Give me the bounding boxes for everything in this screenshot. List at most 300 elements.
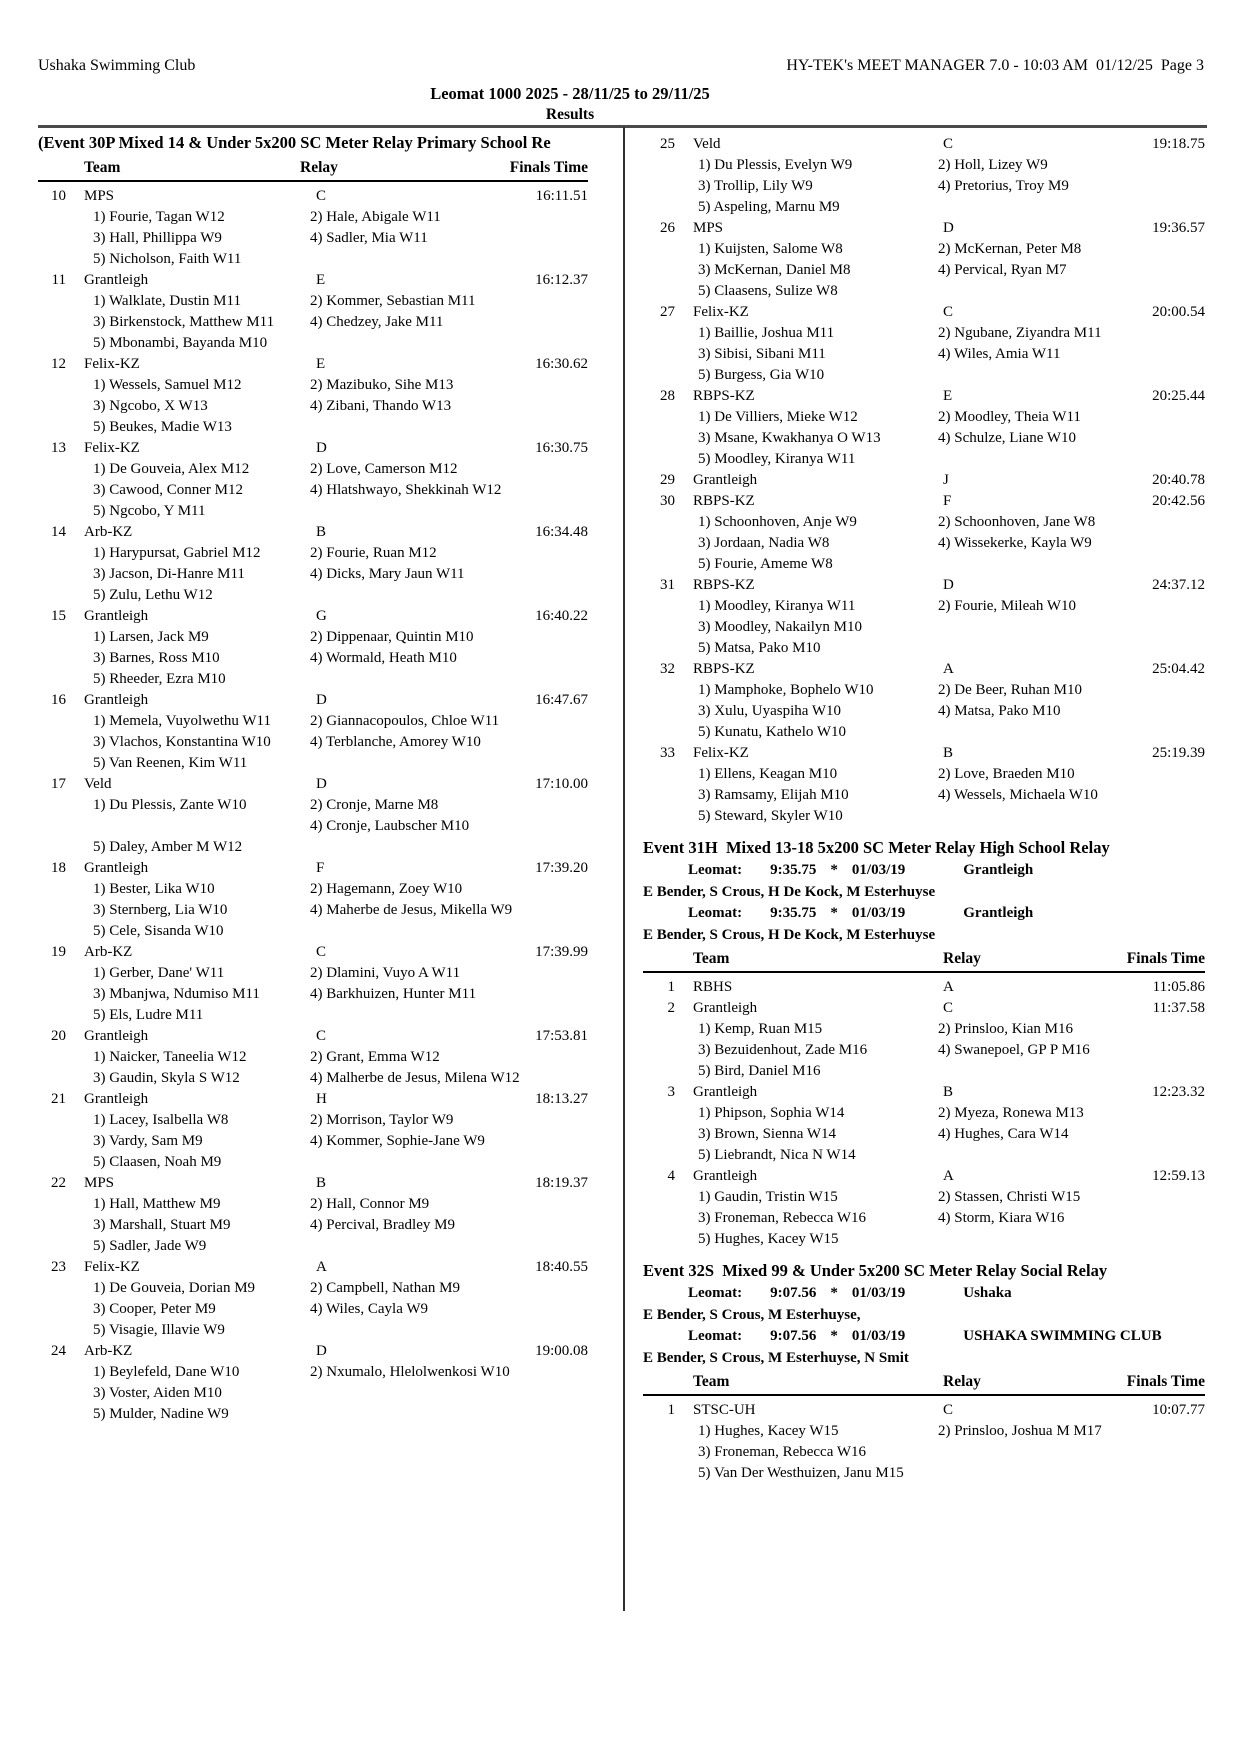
swimmer-row: [38, 1047, 588, 1068]
swimmer-name: [310, 1320, 588, 1341]
swimmer-row: [643, 176, 1205, 197]
entry-team: Grantleigh: [693, 1168, 758, 1184]
entry-team: RBPS-KZ: [693, 493, 755, 509]
results-heading: Results: [545, 106, 595, 123]
swimmer-name: 2) Grant, Emma W12: [310, 1049, 440, 1065]
entry-relay: G: [316, 608, 327, 624]
swimmer-row: [38, 459, 588, 480]
swimmer-name: 2) McKernan, Peter M8: [938, 241, 1082, 257]
swimmer-name: 2) Fourie, Mileah W10: [938, 598, 1077, 614]
swimmer-row: [38, 711, 588, 732]
table-header-rule: [643, 971, 1205, 973]
finals-time-header: Finals Time: [509, 159, 588, 176]
entry-rank: 28: [660, 388, 675, 404]
swimmer-name: 5) Van Der Westhuizen, Janu M15: [698, 1465, 904, 1481]
entry-rank: 30: [660, 493, 675, 509]
swimmer-name: 1) Gaudin, Tristin W15: [698, 1189, 838, 1205]
swimmer-name: 5) Daley, Amber M W12: [93, 839, 243, 855]
swimmer-name: 3) Marshall, Stuart M9: [93, 1217, 231, 1233]
entry-relay: B: [316, 1175, 327, 1191]
entry-time: 19:36.57: [1152, 220, 1205, 236]
swimmer-name: 5) Moodley, Kiranya W11: [698, 451, 856, 467]
result-entry: [643, 470, 1205, 491]
swimmer-name: 5) Burgess, Gia W10: [698, 367, 825, 383]
swimmer-name: 3) Barnes, Ross M10: [93, 650, 220, 666]
swimmer-name: [310, 1005, 588, 1026]
swimmer-row: [38, 396, 588, 417]
swimmer-name: 2) Stassen, Christi W15: [938, 1189, 1081, 1205]
record-time: 9:07.56: [770, 1285, 817, 1301]
entry-time: 16:30.75: [535, 440, 588, 456]
swimmer-name: [938, 1442, 1205, 1463]
swimmer-row: [643, 1421, 1205, 1442]
swimmer-row: [643, 554, 1205, 575]
swimmer-row: [38, 753, 588, 774]
swimmer-name: 2) De Beer, Ruhan M10: [938, 682, 1082, 698]
swimmer-name: 3) Sternberg, Lia W10: [93, 902, 228, 918]
swimmer-name: 2) Mazibuko, Sihe M13: [310, 377, 454, 393]
entry-main-row: [38, 186, 588, 207]
rank-header: [643, 948, 675, 970]
swimmer-row: [643, 281, 1205, 302]
swimmer-row: [643, 512, 1205, 533]
swimmer-name: 1) Lacey, Isalbella W8: [93, 1112, 229, 1128]
record-flag: *: [830, 905, 838, 921]
swimmer-row: [643, 260, 1205, 281]
swimmer-name: 4) Terblanche, Amorey W10: [310, 734, 481, 750]
entry-team: Grantleigh: [84, 608, 149, 624]
swimmer-name: 3) McKernan, Daniel M8: [698, 262, 851, 278]
entry-team: Arb-KZ: [84, 1343, 133, 1359]
entry-team: Grantleigh: [84, 1028, 149, 1044]
entry-team: MPS: [84, 1175, 115, 1191]
swimmer-name: 5) Ngcobo, Y M11: [93, 503, 206, 519]
left-column: [38, 131, 588, 1425]
swimmer-name: 1) Du Plessis, Evelyn W9: [698, 157, 853, 173]
swimmer-name: 3) Vardy, Sam M9: [93, 1133, 203, 1149]
swimmer-name: 1) Bester, Lika W10: [93, 881, 215, 897]
swimmer-row: [643, 407, 1205, 428]
swimmer-name: 1) Beylefeld, Dane W10: [93, 1364, 240, 1380]
swimmer-row: [643, 323, 1205, 344]
swimmer-row: [643, 596, 1205, 617]
entry-relay: C: [316, 944, 327, 960]
swimmer-row: [38, 732, 588, 753]
entry-main-row: [38, 1026, 588, 1047]
swimmer-row: [38, 963, 588, 984]
entry-main-row: [38, 1341, 588, 1362]
swimmer-row: [643, 701, 1205, 722]
swimmer-name: 5) Mulder, Nadine W9: [93, 1406, 229, 1422]
entry-main-row: [38, 1173, 588, 1194]
swimmer-name: 3) Trollip, Lily W9: [698, 178, 813, 194]
swimmer-row: [38, 1068, 588, 1089]
swimmer-row: [643, 197, 1205, 218]
entry-team: RBHS: [693, 979, 733, 995]
swimmer-row: [38, 585, 588, 606]
entry-time: 18:13.27: [535, 1091, 588, 1107]
swimmer-name: 5) Aspeling, Marnu M9: [698, 199, 840, 215]
entry-main-row: [643, 302, 1205, 323]
entry-team: Arb-KZ: [84, 524, 133, 540]
swimmer-name: 3) Gaudin, Skyla S W12: [93, 1070, 240, 1086]
swimmer-name: 2) Giannacopoulos, Chloe W11: [310, 713, 500, 729]
event-32s-title: Event 32S Mixed 99 & Under 5x200 SC Meter Relay Social Relay: [643, 1261, 1108, 1280]
event-30p-title: (Event 30P Mixed 14 & Under 5x200 SC Meter Relay Primary School Re: [38, 133, 551, 152]
swimmer-name: 2) Love, Camerson M12: [310, 461, 458, 477]
entry-time: 12:59.13: [1152, 1168, 1205, 1184]
swimmer-name: 4) Schulze, Liane W10: [938, 430, 1077, 446]
swimmer-name: 4) Wiles, Cayla W9: [310, 1301, 428, 1317]
swimmer-row: [643, 344, 1205, 365]
entry-rank: 2: [667, 1000, 675, 1016]
result-entry: [38, 354, 588, 438]
entry-relay: D: [943, 577, 954, 593]
swimmer-row: [38, 249, 588, 270]
entry-relay: D: [316, 440, 327, 456]
swimmer-name: 3) Sibisi, Sibani M11: [698, 346, 826, 362]
entry-main-row: [643, 1400, 1205, 1421]
swimmer-row: [38, 564, 588, 585]
entry-main-row: [38, 438, 588, 459]
swimmer-row: [643, 638, 1205, 659]
entry-team: Felix-KZ: [693, 304, 749, 320]
entry-rank: 32: [660, 661, 675, 677]
swimmer-row: [38, 984, 588, 1005]
swimmer-row: [38, 333, 588, 354]
entry-time: 16:47.67: [535, 692, 588, 708]
swimmer-name: 4) Sadler, Mia W11: [310, 230, 428, 246]
swimmer-row: [643, 806, 1205, 827]
result-entry: [38, 858, 588, 942]
result-entry: [643, 743, 1205, 827]
record-time: 9:35.75: [770, 862, 817, 878]
entry-time: 16:11.51: [535, 188, 588, 204]
swimmer-name: [938, 1229, 1205, 1250]
swimmer-name: 1) Wessels, Samuel M12: [93, 377, 242, 393]
swimmer-name: 2) Dippenaar, Quintin M10: [310, 629, 474, 645]
record-label: Leomat:: [688, 1285, 743, 1301]
swimmer-row: [38, 312, 588, 333]
swimmer-name: [310, 249, 588, 270]
result-entry: [38, 774, 588, 858]
entry-rank: 23: [51, 1259, 66, 1275]
record-holder: Ushaka: [963, 1285, 1012, 1301]
finals-time-header: Finals Time: [1126, 950, 1205, 967]
entry-rank: 4: [667, 1168, 675, 1184]
entry-main-row: [38, 1257, 588, 1278]
swimmer-name: 1) De Villiers, Mieke W12: [698, 409, 858, 425]
swimmer-row: [38, 816, 588, 837]
entry-time: 16:40.22: [535, 608, 588, 624]
swimmer-name: 5) Sadler, Jade W9: [93, 1238, 207, 1254]
entry-time: 16:34.48: [535, 524, 588, 540]
swimmer-name: [310, 333, 588, 354]
entry-team: Veld: [84, 776, 112, 792]
swimmer-name: 4) Wiles, Amia W11: [938, 346, 1061, 362]
entry-rank: 11: [51, 272, 66, 288]
entry-time: 17:10.00: [535, 776, 588, 792]
entry-relay: C: [943, 1000, 954, 1016]
record-swimmers: E Bender, S Crous, H De Kock, M Esterhuyse: [643, 883, 936, 900]
swimmer-name: [310, 585, 588, 606]
swimmer-name: 2) Kommer, Sebastian M11: [310, 293, 476, 309]
record-holder: Grantleigh: [963, 905, 1034, 921]
swimmer-name: [938, 638, 1205, 659]
result-entry: [38, 690, 588, 774]
result-entry: [38, 522, 588, 606]
entry-main-row: [38, 606, 588, 627]
swimmer-row: [38, 1278, 588, 1299]
swimmer-row: [643, 1061, 1205, 1082]
swimmer-row: [38, 291, 588, 312]
entry-rank: 1: [667, 1402, 675, 1418]
record-date: 01/03/19: [851, 1285, 906, 1301]
event-30p-entries-right: [643, 134, 1205, 827]
swimmer-row: [38, 1236, 588, 1257]
swimmer-name: [310, 1383, 588, 1404]
swimmer-name: [938, 806, 1205, 827]
entry-rank: 16: [51, 692, 66, 708]
swimmer-name: 1) Du Plessis, Zante W10: [93, 797, 247, 813]
entry-team: Grantleigh: [693, 1084, 758, 1100]
swimmer-name: 2) Schoonhoven, Jane W8: [938, 514, 1096, 530]
entry-team: Grantleigh: [693, 472, 758, 488]
swimmer-row: [643, 764, 1205, 785]
swimmer-name: 3) Ramsamy, Elijah M10: [698, 787, 849, 803]
result-entry: [643, 218, 1205, 302]
swimmer-name: [310, 1404, 588, 1425]
swimmer-name: 4) Wissekerke, Kayla W9: [938, 535, 1092, 551]
record-swimmers: E Bender, S Crous, H De Kock, M Esterhuyse: [643, 926, 936, 943]
swimmer-name: 1) Baillie, Joshua M11: [698, 325, 835, 341]
swimmer-name: 5) Mbonambi, Bayanda M10: [93, 335, 268, 351]
swimmer-row: [38, 1362, 588, 1383]
swimmer-name: 2) Morrison, Taylor W9: [310, 1112, 454, 1128]
entry-team: MPS: [693, 220, 724, 236]
swimmer-row: [38, 480, 588, 501]
event-32s-entries: [643, 1400, 1205, 1484]
swimmer-name: 1) Hughes, Kacey W15: [698, 1423, 839, 1439]
entry-team: Grantleigh: [84, 272, 149, 288]
swimmer-name: 2) Fourie, Ruan M12: [310, 545, 437, 561]
swimmer-name: [938, 449, 1205, 470]
record-flag: *: [830, 1285, 838, 1301]
swimmer-row: [643, 533, 1205, 554]
entry-rank: 24: [51, 1343, 66, 1359]
swimmer-name: 5) Cele, Sisanda W10: [93, 923, 224, 939]
relay-header: Relay: [943, 950, 981, 967]
swimmer-name: 1) Ellens, Keagan M10: [698, 766, 838, 782]
swimmer-name: 3) Hall, Phillippa W9: [93, 230, 222, 246]
swimmer-row: [38, 543, 588, 564]
swimmer-row: [38, 1131, 588, 1152]
swimmer-name: [310, 921, 588, 942]
swimmer-name: 5) Matsa, Pako M10: [698, 640, 821, 656]
entry-rank: 19: [51, 944, 66, 960]
swimmer-name: 2) Dlamini, Vuyo A W11: [310, 965, 461, 981]
swimmer-row: [38, 1110, 588, 1131]
swimmer-name: 4) Storm, Kiara W16: [938, 1210, 1065, 1226]
entry-relay: F: [943, 493, 952, 509]
team-header: Team: [84, 159, 121, 176]
swimmer-name: 2) Ngubane, Ziyandra M11: [938, 325, 1102, 341]
team-header: Team: [693, 1373, 730, 1390]
swimmer-name: 1) Kuijsten, Salome W8: [698, 241, 843, 257]
entry-main-row: [38, 774, 588, 795]
swimmer-row: [643, 722, 1205, 743]
swimmer-name: [938, 1463, 1205, 1484]
entry-rank: 20: [51, 1028, 66, 1044]
entry-rank: 13: [51, 440, 66, 456]
swimmer-row: [643, 1145, 1205, 1166]
record-line: [643, 860, 1205, 882]
entry-time: 20:40.78: [1152, 472, 1205, 488]
swimmer-name: [938, 1145, 1205, 1166]
result-entry: [643, 1166, 1205, 1250]
swimmer-row: [643, 365, 1205, 386]
result-entry: [643, 302, 1205, 386]
record-label: Leomat:: [688, 1328, 743, 1344]
rank-header: [38, 157, 66, 179]
swimmer-name: 1) Schoonhoven, Anje W9: [698, 514, 857, 530]
entry-rank: 12: [51, 356, 66, 372]
event-31h-title: Event 31H Mixed 13-18 5x200 SC Meter Relay High School Relay: [643, 838, 1110, 857]
record-flag: *: [830, 1328, 838, 1344]
entry-rank: 3: [667, 1084, 675, 1100]
club-name: Ushaka Swimming Club: [38, 57, 196, 74]
swimmer-row: [38, 207, 588, 228]
entry-rank: 10: [51, 188, 66, 204]
entry-relay: C: [316, 1028, 327, 1044]
swimmer-name: 4) Dicks, Mary Jaun W11: [310, 566, 465, 582]
table-header: [643, 1371, 1205, 1393]
entry-team: Grantleigh: [84, 1091, 149, 1107]
swimmer-row: [643, 1040, 1205, 1061]
swimmer-name: 3) Bezuidenhout, Zade M16: [698, 1042, 868, 1058]
entry-time: 17:39.99: [535, 944, 588, 960]
swimmer-row: [643, 785, 1205, 806]
entry-rank: 31: [660, 577, 675, 593]
entry-time: 10:07.77: [1152, 1402, 1205, 1418]
swimmer-row: [38, 228, 588, 249]
swimmer-row: [643, 239, 1205, 260]
entry-main-row: [643, 1082, 1205, 1103]
entry-main-row: [643, 659, 1205, 680]
swimmer-name: 2) Campbell, Nathan M9: [310, 1280, 460, 1296]
swimmer-row: [643, 1208, 1205, 1229]
relay-header: Relay: [300, 159, 338, 176]
entry-rank: 21: [51, 1091, 66, 1107]
swimmer-row: [643, 1187, 1205, 1208]
swimmer-row: [643, 155, 1205, 176]
entry-time: 17:53.81: [535, 1028, 588, 1044]
swimmer-row: [38, 1215, 588, 1236]
swimmer-name: 4) Maherbe de Jesus, Mikella W9: [310, 902, 513, 918]
entry-relay: B: [943, 745, 954, 761]
entry-time: 18:19.37: [535, 1175, 588, 1191]
swimmer-row: [643, 1442, 1205, 1463]
swimmer-name: 3) Voster, Aiden M10: [93, 1385, 222, 1401]
record-time: 9:07.56: [770, 1328, 817, 1344]
entry-relay: A: [943, 979, 954, 995]
swimmer-name: 1) Walklate, Dustin M11: [93, 293, 241, 309]
entry-time: 18:40.55: [535, 1259, 588, 1275]
result-entry: [643, 575, 1205, 659]
entry-main-row: [643, 743, 1205, 764]
swimmer-name: [938, 1061, 1205, 1082]
swimmer-name: 3) Mbanjwa, Ndumiso M11: [93, 986, 260, 1002]
entry-main-row: [643, 977, 1205, 998]
swimmer-row: [38, 1194, 588, 1215]
swimmer-row: [643, 680, 1205, 701]
result-entry: [38, 1089, 588, 1173]
swimmer-name: [310, 417, 588, 438]
entry-time: 20:00.54: [1152, 304, 1205, 320]
swimmer-name: 4) Hughes, Cara W14: [938, 1126, 1069, 1142]
team-header: Team: [693, 950, 730, 967]
entry-rank: 18: [51, 860, 66, 876]
record-holder: USHAKA SWIMMING CLUB: [963, 1328, 1162, 1344]
result-entry: [38, 270, 588, 354]
meet-manager-line: HY-TEK's MEET MANAGER 7.0 - 10:03 AM 01/12/25 Page 3: [786, 57, 1204, 74]
swimmer-name: 2) Moodley, Theia W11: [938, 409, 1081, 425]
entry-rank: 26: [660, 220, 675, 236]
right-column: [643, 134, 1205, 1484]
event-30p-entries-left: [38, 186, 588, 1425]
swimmer-row: [643, 1103, 1205, 1124]
swimmer-row: [643, 449, 1205, 470]
swimmer-name: 3) Moodley, Nakailyn M10: [698, 619, 863, 635]
swimmer-row: [38, 1383, 588, 1404]
entry-main-row: [38, 942, 588, 963]
swimmer-name: 4) Chedzey, Jake M11: [310, 314, 444, 330]
record-time: 9:35.75: [770, 905, 817, 921]
result-entry: [643, 134, 1205, 218]
entry-team: Felix-KZ: [84, 1259, 140, 1275]
entry-team: Felix-KZ: [84, 440, 140, 456]
swimmer-name: 1) Memela, Vuyolwethu W11: [93, 713, 271, 729]
swimmer-name: [310, 753, 588, 774]
result-entry: [38, 942, 588, 1026]
swimmer-row: [38, 375, 588, 396]
entry-relay: B: [316, 524, 327, 540]
swimmer-name: 1) Moodley, Kiranya W11: [698, 598, 856, 614]
entry-relay: E: [316, 272, 326, 288]
swimmer-name: [310, 501, 588, 522]
swimmer-row: [643, 428, 1205, 449]
swimmer-name: 1) Fourie, Tagan W12: [93, 209, 225, 225]
result-entry: [38, 186, 588, 270]
entry-main-row: [643, 575, 1205, 596]
swimmer-name: [938, 197, 1205, 218]
swimmer-row: [38, 501, 588, 522]
entry-time: 25:19.39: [1152, 745, 1205, 761]
entry-time: 20:25.44: [1152, 388, 1205, 404]
entry-main-row: [38, 858, 588, 879]
rank-header: [643, 1371, 675, 1393]
swimmer-name: 5) Claasen, Noah M9: [93, 1154, 222, 1170]
record-date: 01/03/19: [851, 905, 906, 921]
entry-relay: J: [943, 472, 949, 488]
entry-time: 16:30.62: [535, 356, 588, 372]
swimmer-row: [38, 1005, 588, 1026]
swimmer-name: 3) Cooper, Peter M9: [93, 1301, 216, 1317]
entry-team: Arb-KZ: [84, 944, 133, 960]
swimmer-name: 5) Bird, Daniel M16: [698, 1063, 821, 1079]
entry-team: Felix-KZ: [84, 356, 140, 372]
swimmer-name: 5) Nicholson, Faith W11: [93, 251, 242, 267]
